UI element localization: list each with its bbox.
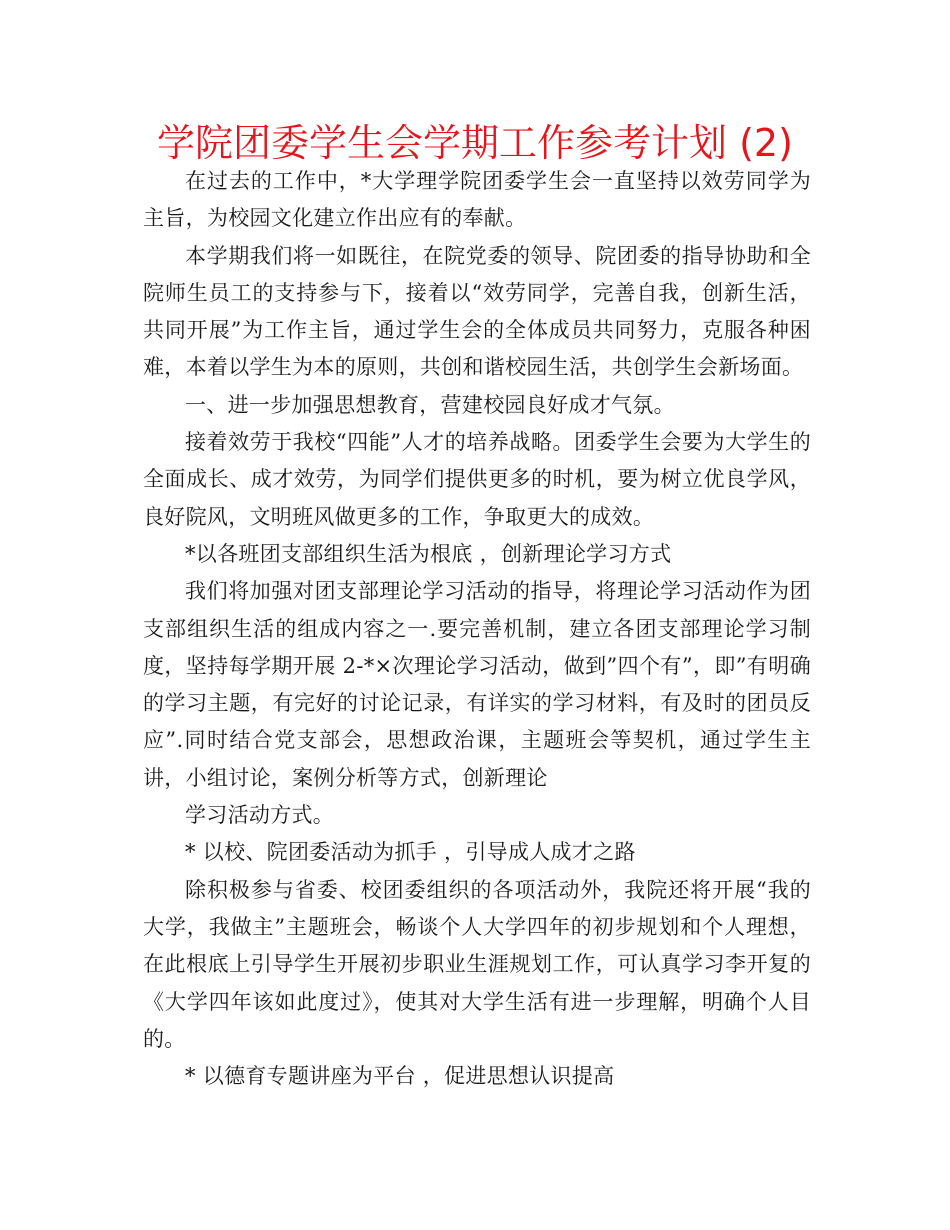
paragraph: 本学期我们将一如既往，在院党委的领导、院团委的指导协助和全院师生员工的支持参与下，接着以“效劳同学，完善自我，创新生活，共同开展”为工作主旨，通过学生会的全体成员共同努力，克服各种困难，本着以学生为本的原则，共创和谐校园生活，共创学生会新场面。 bbox=[143, 243, 811, 380]
paragraph: 我们将加强对团支部理论学习活动的指导，将理论学习活动作为团支部组织生活的组成内容之一.要完善机制，建立各团支部理论学习制度，坚持每学期开展 2-*×次理论学习活动，做到”四个有”，即”有明确的学习主题，有完好的讨论记录，有详实的学习材料，有及时的团员反应”.同时结合党支部会，思想政治课，主题班会等契机，通过学生主讲，小组讨论，案例分析等方式，创新理论 bbox=[143, 579, 811, 790]
document-body bbox=[143, 163, 811, 1095]
subsection-heading: * 以校、院团委活动为抓手 ，引导成人成才之路 bbox=[185, 840, 636, 865]
subsection-heading: * 以德育专题讲座为平台 ，促进思想认识提高 bbox=[185, 1064, 615, 1089]
document-title: 学院团委学生会学期工作参考计划 (2) bbox=[157, 121, 793, 165]
paragraph: 学习活动方式。 bbox=[185, 803, 335, 828]
paragraph: 接着效劳于我校“四能”人才的培养战略。团委学生会要为大学生的全面成长、成才效劳，为同学们提供更多的时机，要为树立优良学风，良好院风，文明班风做更多的工作，争取更大的成效。 bbox=[143, 430, 811, 529]
subsection-heading: *以各班团支部组织生活为根底 ，创新理论学习方式 bbox=[185, 541, 672, 566]
section-heading: 一、进一步加强思想教育，营建校园良好成才气氛。 bbox=[185, 392, 675, 417]
paragraph: 在过去的工作中，*大学理学院团委学生会一直坚持以效劳同学为主旨，为校园文化建立作出应有的奉献。 bbox=[143, 169, 811, 231]
paragraph: 除积极参与省委、校团委组织的各项活动外，我院还将开展“我的大学，我做主”主题班会，畅谈个人大学四年的初步规划和个人理想，在此根底上引导学生开展初步职业生涯规划工作，可认真学习李开复的《大学四年该如此度过》，使其对大学生活有进一步理解，明确个人目的。 bbox=[143, 877, 811, 1051]
